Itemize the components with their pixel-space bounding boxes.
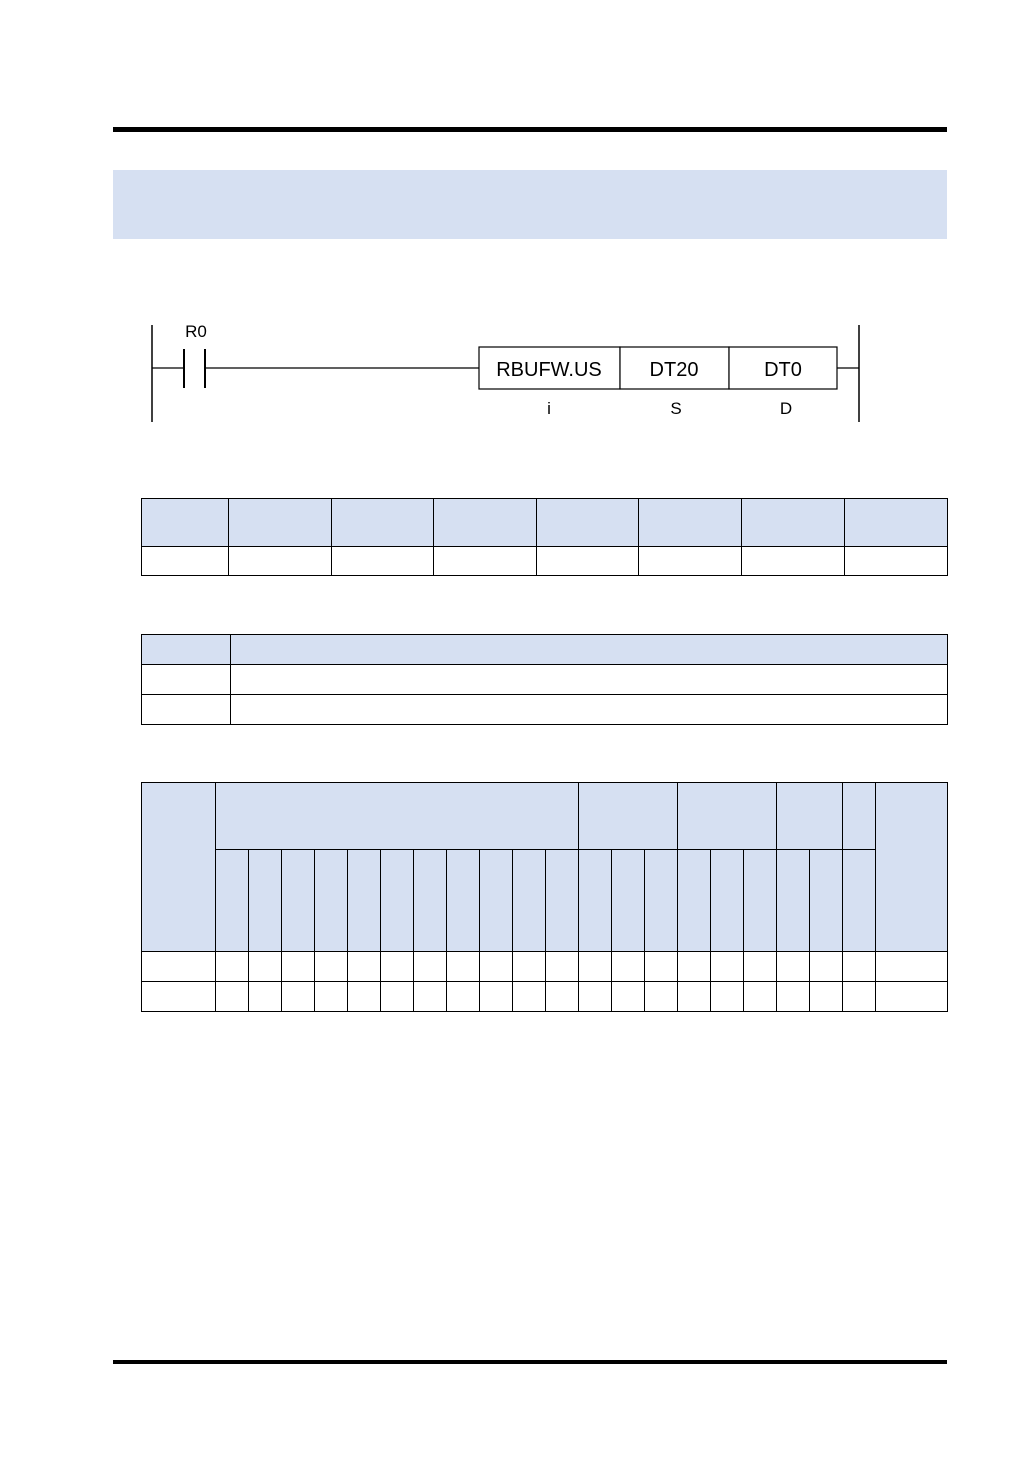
table-three-cell xyxy=(480,952,513,982)
table-one-cell xyxy=(537,547,639,576)
table-two-header-row xyxy=(142,635,948,665)
table-three-subheader-cell xyxy=(612,850,645,952)
table-one-header-cell xyxy=(845,499,948,547)
table-three-cell xyxy=(480,982,513,1012)
table-three-subheader-cell xyxy=(810,850,843,952)
table-three-header-cell xyxy=(142,783,216,952)
table-three-cell xyxy=(381,982,414,1012)
table-three-cell xyxy=(876,982,948,1012)
table-one-header-cell xyxy=(639,499,742,547)
table-three-cell xyxy=(678,982,711,1012)
table-three-subheader-row xyxy=(142,850,948,952)
table-three-subheader-cell xyxy=(711,850,744,952)
table-three-subheader-cell xyxy=(249,850,282,952)
table-one-cell xyxy=(142,547,229,576)
table-three-subheader-cell xyxy=(315,850,348,952)
table-three-cell xyxy=(381,952,414,982)
table-three-cell xyxy=(645,952,678,982)
table-three-subheader-cell xyxy=(777,850,810,952)
table-three-subheader-cell xyxy=(216,850,249,952)
table-one-header-row xyxy=(142,499,948,547)
operand-d-value: DT0 xyxy=(764,359,802,381)
table-three-cell xyxy=(142,952,216,982)
table-three-group-header xyxy=(678,783,777,850)
table-three-cell xyxy=(810,982,843,1012)
table-three-cell xyxy=(216,982,249,1012)
table-three-subheader-cell xyxy=(414,850,447,952)
operand-s-sublabel: S xyxy=(670,399,682,418)
table-three-subheader-cell xyxy=(480,850,513,952)
table-three-cell xyxy=(777,982,810,1012)
table-three-cell xyxy=(513,952,546,982)
table-three-cell xyxy=(249,982,282,1012)
table-three-subheader-cell xyxy=(843,850,876,952)
table-three-subheader-cell xyxy=(447,850,480,952)
table-one xyxy=(141,498,948,576)
table-two-row xyxy=(142,665,948,695)
table-three-cell xyxy=(282,952,315,982)
table-three-cell xyxy=(612,982,645,1012)
table-two-cell xyxy=(142,665,231,695)
table-three-group-header xyxy=(579,783,678,850)
bottom-rule xyxy=(113,1360,947,1364)
table-one-header-cell xyxy=(434,499,537,547)
table-two-cell xyxy=(231,695,948,725)
table-three-cell xyxy=(645,982,678,1012)
table-three-subheader-cell xyxy=(579,850,612,952)
table-three-cell xyxy=(249,952,282,982)
table-three-cell xyxy=(546,982,579,1012)
table-three-cell xyxy=(447,952,480,982)
table-one-header-cell xyxy=(142,499,229,547)
operand-s-value: DT20 xyxy=(649,359,699,381)
table-three-cell xyxy=(810,952,843,982)
table-three-group-header xyxy=(777,783,843,850)
table-three-cell xyxy=(843,952,876,982)
table-one-header-cell xyxy=(229,499,332,547)
ladder-diagram xyxy=(0,0,1032,440)
table-three-header-cell xyxy=(876,783,948,952)
table-two-cell xyxy=(142,695,231,725)
table-three-row xyxy=(142,982,948,1012)
table-three-subheader-cell xyxy=(513,850,546,952)
table-two-header-cell xyxy=(231,635,948,665)
table-one-row xyxy=(142,547,948,576)
table-three-subheader-cell xyxy=(678,850,711,952)
table-three-cell xyxy=(315,982,348,1012)
operand-d-sublabel: D xyxy=(779,399,793,418)
table-one-cell xyxy=(742,547,845,576)
table-three-cell xyxy=(579,952,612,982)
table-three xyxy=(141,782,948,1012)
table-one-cell xyxy=(229,547,332,576)
table-two xyxy=(141,634,948,725)
table-two-row xyxy=(142,695,948,725)
table-three-cell xyxy=(711,982,744,1012)
table-two-cell xyxy=(231,665,948,695)
table-one-cell xyxy=(332,547,434,576)
table-three-subheader-cell xyxy=(546,850,579,952)
instruction-name: RBUFW.US xyxy=(496,359,602,381)
table-three-cell xyxy=(678,952,711,982)
table-one-cell xyxy=(639,547,742,576)
table-three-group-header xyxy=(843,783,876,850)
table-three-subheader-cell xyxy=(282,850,315,952)
table-three-subheader-cell xyxy=(744,850,777,952)
table-three-cell xyxy=(711,952,744,982)
table-three-cell xyxy=(348,952,381,982)
table-three-cell xyxy=(876,952,948,982)
table-three-subheader-cell xyxy=(348,850,381,952)
table-three-cell xyxy=(579,982,612,1012)
table-three-subheader-cell xyxy=(645,850,678,952)
table-three-row xyxy=(142,952,948,982)
table-three-cell xyxy=(142,982,216,1012)
table-three-cell xyxy=(744,952,777,982)
table-three-subheader-cell xyxy=(381,850,414,952)
table-three-cell xyxy=(414,952,447,982)
contact-label: R0 xyxy=(185,322,207,341)
table-three-cell xyxy=(843,982,876,1012)
table-three-cell xyxy=(414,982,447,1012)
table-three-cell xyxy=(546,952,579,982)
table-three-group-header xyxy=(216,783,579,850)
table-one-header-cell xyxy=(332,499,434,547)
table-three-cell xyxy=(447,982,480,1012)
table-two-header-cell xyxy=(142,635,231,665)
operand-i-sublabel: i xyxy=(547,399,551,418)
table-three-header-row xyxy=(142,783,948,850)
table-one-header-cell xyxy=(537,499,639,547)
table-one-header-cell xyxy=(742,499,845,547)
table-three-cell xyxy=(282,982,315,1012)
table-three-cell xyxy=(612,952,645,982)
table-three-cell xyxy=(348,982,381,1012)
table-three-cell xyxy=(315,952,348,982)
table-three-cell xyxy=(744,982,777,1012)
table-three-cell xyxy=(777,952,810,982)
table-one-cell xyxy=(434,547,537,576)
table-three-cell xyxy=(513,982,546,1012)
table-three-cell xyxy=(216,952,249,982)
table-one-cell xyxy=(845,547,948,576)
